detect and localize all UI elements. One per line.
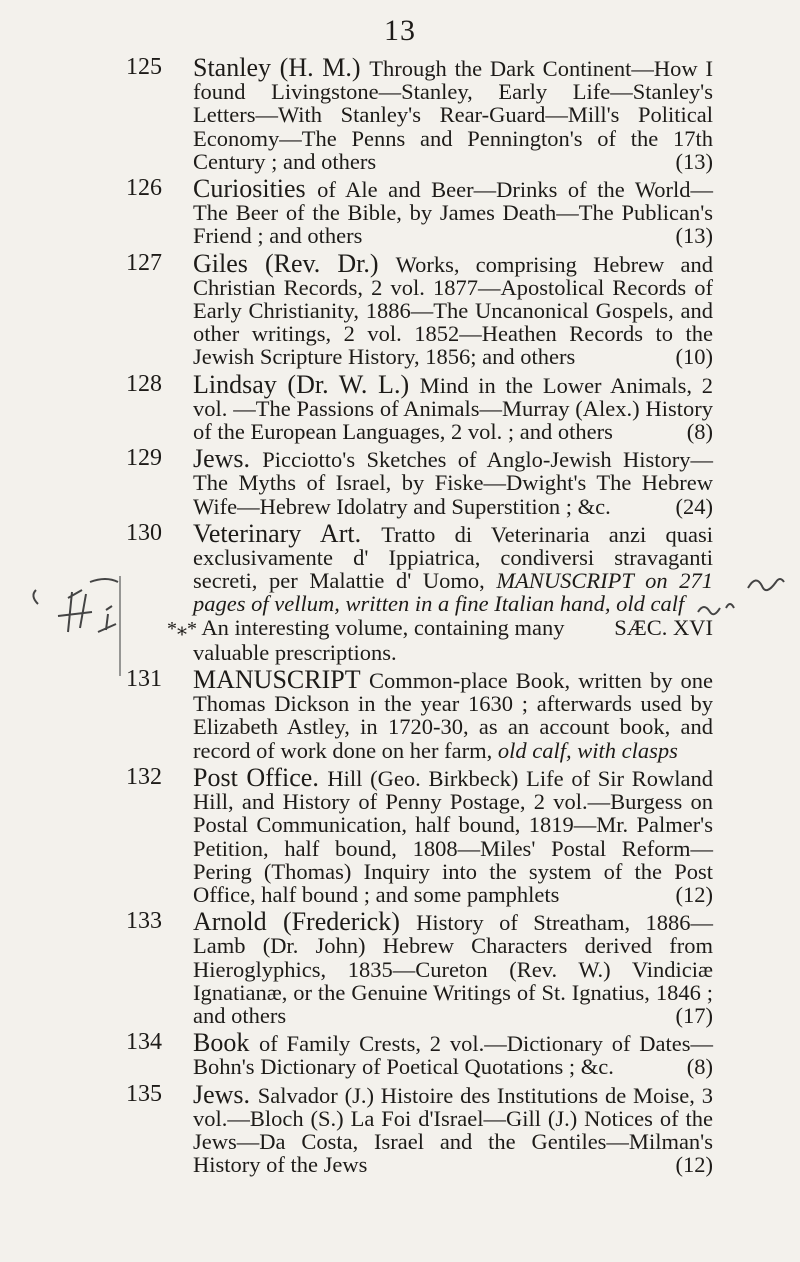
entry-number: 135 xyxy=(126,1080,162,1107)
entry-heading: MANUSCRIPT xyxy=(193,665,370,695)
entry-number: 127 xyxy=(126,249,162,276)
entry-text: of Family Crests, 2 vol.—Dictionary of Dates—Bohn's Dictionary of Poetical Quotations ; &c. xyxy=(193,1031,713,1080)
entry-text: Hill (Geo. Birkbeck) Life of Sir Rowland Hill, and History of Penny Postage, 2 vol.—Burgess on Postal Communication, half bound, 1819—Mr. Palmer's Petition, half bound, 1808—Miles' Postal Reform—Pering (Thomas) Inquiry into the system of the Post Office, half bound ; and some pamphlets xyxy=(193,765,714,907)
entry-134 xyxy=(0,1028,713,1080)
entry-heading: Lindsay (Dr. W. L.) xyxy=(193,369,420,399)
entry-heading: Post Office. xyxy=(193,762,328,792)
entry-129 xyxy=(0,444,713,519)
entry-131 xyxy=(0,665,713,763)
entry-text: Picciotto's Sketches of Anglo-Jewish History—The Myths of Israel, by Fiske—Dwight's The Hebrew Wife—Hebrew Idolatry and Superstition ; &c. xyxy=(193,447,713,519)
entry-heading: Jews. xyxy=(193,444,263,474)
entry-price: (24) xyxy=(675,493,713,519)
entry-number: 131 xyxy=(126,666,162,693)
entry-heading: Arnold (Frederick) xyxy=(193,907,417,937)
entry-number: 132 xyxy=(126,763,162,790)
entry-132 xyxy=(0,762,714,907)
entry-text: Common-place Book, written by one Thomas Dickson in the year 1630 ; afterwards used by Elizabeth Astley, in 1720-30, as an account book, and record of work done on her farm, xyxy=(193,668,713,763)
entry-description-italic: MANUSCRIPT on 271 pages of vellum, written in a fine Italian hand, old calf xyxy=(193,568,714,617)
entry-text: Salvador (J.) Histoire des Institutions de Moise, 3 vol.—Bloch (S.) La Foi d'Israel—Gill (J.) Notices of the Jews—Da Costa, Israel and the Gentiles—Milman's History of the Jews xyxy=(193,1082,713,1178)
entry-130-note xyxy=(0,616,713,664)
entry-price: (8) xyxy=(686,1054,713,1080)
entry-number: 133 xyxy=(126,908,162,935)
entry-price: (8) xyxy=(686,419,713,445)
entry-135 xyxy=(0,1079,713,1178)
entry-price: (13) xyxy=(675,148,713,174)
entry-127 xyxy=(0,248,713,370)
entry-heading: Curiosities xyxy=(193,174,318,204)
note-text: An interesting volume, containing many valuable prescriptions. xyxy=(193,614,565,665)
entry-number: 134 xyxy=(126,1029,162,1056)
entry-price: (10) xyxy=(675,344,713,370)
entry-text: of Ale and Beer—Drinks of the World—The Beer of the Bible, by James Death—The Publican's Friend ; and others xyxy=(193,177,714,249)
entry-text: Through the Dark Continent—How I found Livingstone—Stanley, Early Life—Stanley's Letters—With Stanley's Rear-Guard—Mill's Political Economy—The Penns and Pennington's of the 17th Century ; and others xyxy=(193,56,713,174)
asterism: *⁎* xyxy=(167,617,197,640)
entry-heading: Giles (Rev. Dr.) xyxy=(193,248,396,278)
entry-price: (12) xyxy=(675,881,713,907)
entry-description-italic: old calf, with clasps xyxy=(497,737,678,763)
entry-text: Tratto di Veterinaria anzi quasi exclusivamente d' Ippiatrica, condiversi stravaganti secreti, per Malattie d' Uomo, xyxy=(193,521,713,594)
entry-126 xyxy=(0,174,714,249)
entry-number: 129 xyxy=(126,445,162,472)
entry-text: History of Streatham, 1886—Lamb (Dr. John) Hebrew Characters derived from Hieroglyphics, 1835—Cureton (Rev. W.) Vindiciæ Ignatianæ, or the Genuine Writings of St. Ignatius, 1846 ; and others xyxy=(193,910,713,1028)
entry-number: 130 xyxy=(126,519,162,546)
entry-heading: Stanley (H. M.) xyxy=(193,53,370,82)
entry-125 xyxy=(0,53,713,174)
entry-price: (17) xyxy=(675,1002,713,1028)
entry-number: 126 xyxy=(126,175,162,202)
entry-text: Works, comprising Hebrew and Christian Records, 2 vol. 1877—Apostolical Records of Early Christianity, 1886—The Uncanonical Gospels, and other writings, 2 vol. 1852—Heathen Records to the Jewish Scripture History, 1856; and others xyxy=(193,251,713,370)
entry-price: (13) xyxy=(675,223,713,249)
entry-number: 125 xyxy=(126,54,162,80)
entry-heading: Book xyxy=(193,1028,260,1058)
entry-heading: Veterinary Art. xyxy=(193,518,382,548)
entry-text: Mind in the Lower Animals, 2 vol. —The Passions of Animals—Murray (Alex.) History of the European Languages, 2 vol. ; and others xyxy=(193,372,713,445)
entry-133 xyxy=(0,907,713,1028)
catalogue-entries xyxy=(0,53,800,1178)
page-number: 13 xyxy=(384,14,416,47)
entry-price: (12) xyxy=(675,1152,713,1178)
entry-date: SÆC. XVI xyxy=(614,614,713,640)
entry-heading: Jews. xyxy=(193,1079,258,1109)
entry-number: 128 xyxy=(126,370,162,397)
entry-128 xyxy=(0,369,713,445)
